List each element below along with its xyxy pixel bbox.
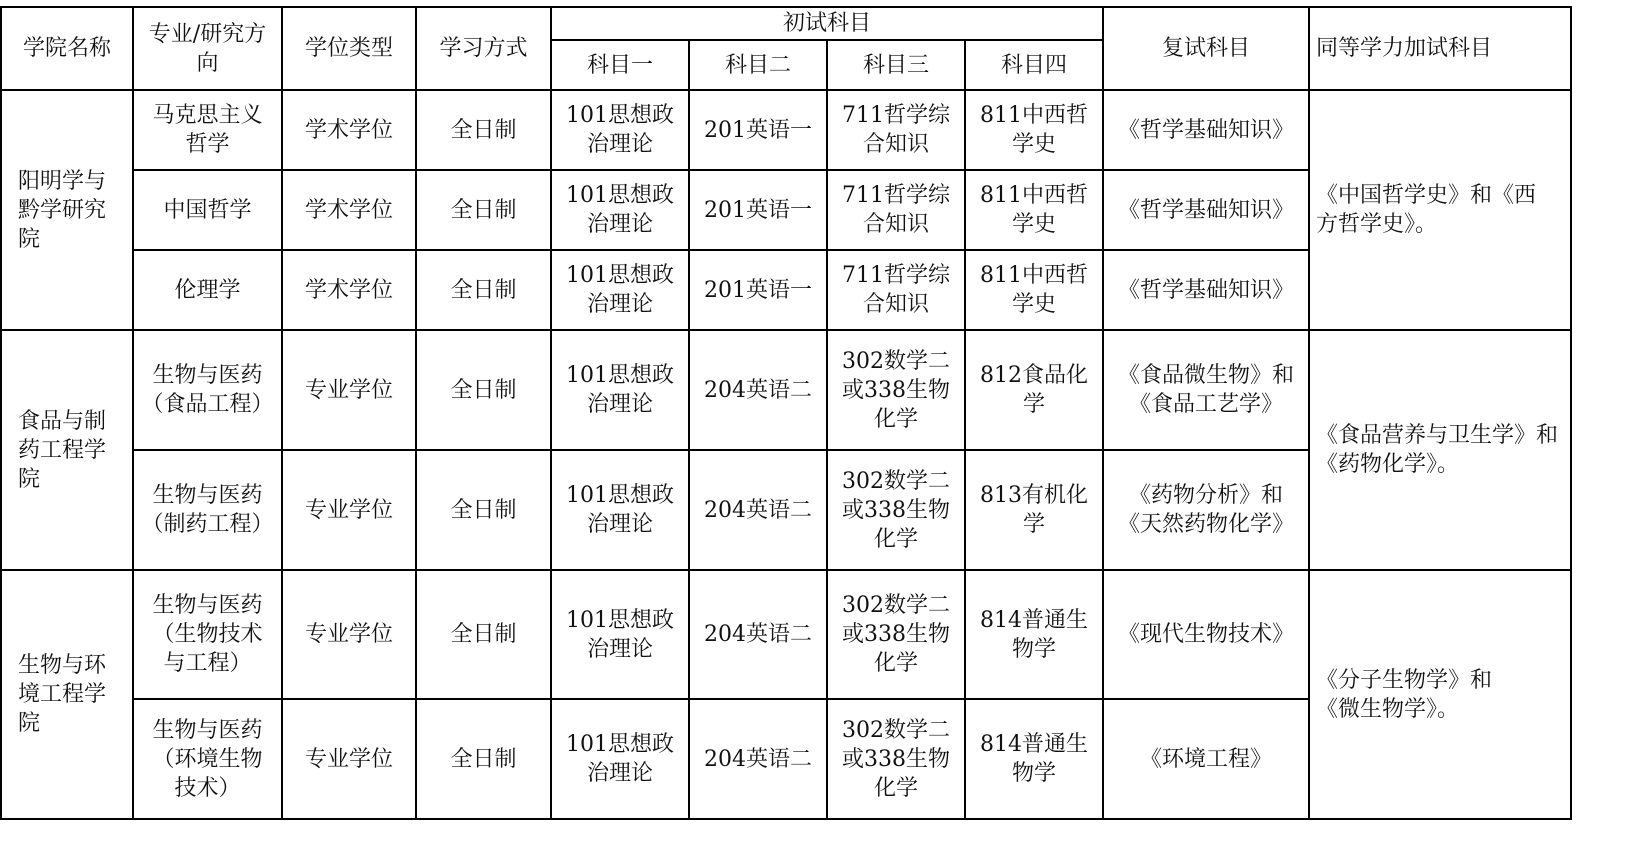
subject1-text: 101思想政治理论 bbox=[566, 263, 674, 317]
subject1-text: 101思想政治理论 bbox=[566, 103, 674, 157]
major-cell bbox=[133, 450, 282, 570]
subject1-cell bbox=[551, 330, 689, 450]
header-major-text: 专业/研究方向 bbox=[148, 21, 267, 76]
retest-cell bbox=[1103, 450, 1309, 570]
subject4-text: 812食品化学 bbox=[980, 363, 1088, 417]
extra-text: 《分子生物学》和《微生物学》。 bbox=[1316, 667, 1493, 722]
subject1-cell bbox=[551, 170, 689, 250]
retest-text: 《药物分析》和《天然药物化学》 bbox=[1117, 483, 1294, 537]
subject4-cell bbox=[965, 570, 1103, 699]
subject4-cell bbox=[965, 170, 1103, 250]
subject2-cell: 204英语二 bbox=[689, 450, 827, 570]
subject1-cell bbox=[551, 699, 689, 819]
mode-cell: 全日制 bbox=[416, 450, 551, 570]
mode-cell: 全日制 bbox=[416, 170, 551, 250]
mode-cell: 全日制 bbox=[416, 330, 551, 450]
subject4-cell bbox=[965, 330, 1103, 450]
subject1-cell bbox=[551, 450, 689, 570]
admission-subjects-table bbox=[0, 6, 1572, 820]
subject1-text: 101思想政治理论 bbox=[566, 363, 674, 417]
extra-cell bbox=[1309, 330, 1571, 570]
extra-cell bbox=[1309, 570, 1571, 819]
college-name: 生物与环境工程学院 bbox=[1, 570, 133, 819]
subject4-text: 811中西哲学史 bbox=[980, 263, 1088, 317]
subject4-cell bbox=[965, 90, 1103, 170]
subject4-text: 813有机化学 bbox=[980, 483, 1088, 537]
major-text: 马克思主义哲学 bbox=[152, 103, 263, 157]
subject1-cell bbox=[551, 570, 689, 699]
retest-cell bbox=[1103, 330, 1309, 450]
subject2-cell: 201英语一 bbox=[689, 170, 827, 250]
header-exam-subjects: 初试科目 bbox=[551, 7, 1103, 40]
subject3-cell bbox=[827, 330, 965, 450]
subject3-text: 711哲学综合知识 bbox=[842, 183, 950, 237]
subject3-text: 711哲学综合知识 bbox=[842, 263, 950, 317]
extra-text: 《食品营养与卫生学》和《药物化学》。 bbox=[1316, 423, 1559, 477]
retest-cell: 《哲学基础知识》 bbox=[1103, 90, 1309, 170]
subject4-text: 814普通生物学 bbox=[980, 732, 1088, 786]
mode-cell: 全日制 bbox=[416, 250, 551, 330]
header-subject1: 科目一 bbox=[551, 40, 689, 90]
college-name: 食品与制药工程学院 bbox=[1, 330, 133, 570]
subject3-cell bbox=[827, 250, 965, 330]
degree-cell: 专业学位 bbox=[282, 570, 416, 699]
header-degree-type: 学位类型 bbox=[282, 7, 416, 90]
subject1-text: 101思想政治理论 bbox=[566, 732, 674, 786]
subject3-cell bbox=[827, 450, 965, 570]
major-text: 中国哲学 bbox=[163, 197, 252, 223]
mode-cell: 全日制 bbox=[416, 570, 551, 699]
header-retest: 复试科目 bbox=[1103, 7, 1309, 90]
retest-cell: 《现代生物技术》 bbox=[1103, 570, 1309, 699]
header-major bbox=[133, 7, 282, 90]
major-text: 生物与医药（食品工程） bbox=[141, 363, 274, 417]
subject1-text: 101思想政治理论 bbox=[566, 483, 674, 537]
major-cell bbox=[133, 570, 282, 699]
extra-text: 《中国哲学史》和《西方哲学史》。 bbox=[1316, 183, 1537, 237]
retest-cell: 《哲学基础知识》 bbox=[1103, 250, 1309, 330]
subject3-text: 302数学二或338生物化学 bbox=[842, 348, 950, 432]
header-subject3: 科目三 bbox=[827, 40, 965, 90]
header-subject4: 科目四 bbox=[965, 40, 1103, 90]
subject4-text: 811中西哲学史 bbox=[980, 103, 1088, 157]
subject4-cell bbox=[965, 250, 1103, 330]
extra-cell bbox=[1309, 90, 1571, 330]
degree-cell: 专业学位 bbox=[282, 450, 416, 570]
header-row-top bbox=[1, 7, 1571, 40]
subject3-cell bbox=[827, 699, 965, 819]
subject2-cell: 204英语二 bbox=[689, 330, 827, 450]
header-study-mode: 学习方式 bbox=[416, 7, 551, 90]
mode-cell: 全日制 bbox=[416, 699, 551, 819]
subject1-cell bbox=[551, 250, 689, 330]
major-text: 生物与医药（生物技术与工程） bbox=[152, 593, 263, 676]
major-cell bbox=[133, 250, 282, 330]
table-row bbox=[1, 570, 1571, 699]
degree-cell: 专业学位 bbox=[282, 330, 416, 450]
retest-cell: 《哲学基础知识》 bbox=[1103, 170, 1309, 250]
header-subject2: 科目二 bbox=[689, 40, 827, 90]
header-extra: 同等学力加试科目 bbox=[1309, 7, 1571, 90]
major-cell bbox=[133, 699, 282, 819]
subject1-text: 101思想政治理论 bbox=[566, 607, 674, 662]
subject3-cell bbox=[827, 90, 965, 170]
major-cell bbox=[133, 170, 282, 250]
major-cell bbox=[133, 330, 282, 450]
subject2-cell: 201英语一 bbox=[689, 90, 827, 170]
major-text: 生物与医药（制药工程） bbox=[141, 483, 274, 537]
header-college: 学院名称 bbox=[1, 7, 133, 90]
subject4-cell bbox=[965, 450, 1103, 570]
mode-cell: 全日制 bbox=[416, 90, 551, 170]
retest-text: 《食品微生物》和《食品工艺学》 bbox=[1117, 363, 1294, 417]
subject3-cell bbox=[827, 170, 965, 250]
degree-cell: 学术学位 bbox=[282, 250, 416, 330]
major-text: 生物与医药（环境生物技术） bbox=[152, 717, 263, 801]
retest-cell: 《环境工程》 bbox=[1103, 699, 1309, 819]
subject3-text: 302数学二或338生物化学 bbox=[842, 468, 950, 552]
subject3-text: 302数学二或338生物化学 bbox=[842, 717, 950, 801]
subject1-text: 101思想政治理论 bbox=[566, 183, 674, 237]
table-row bbox=[1, 330, 1571, 450]
college-name: 阳明学与黔学研究院 bbox=[1, 90, 133, 330]
subject1-cell bbox=[551, 90, 689, 170]
subject4-cell bbox=[965, 699, 1103, 819]
table-wrapper bbox=[0, 6, 1572, 820]
subject2-cell: 204英语二 bbox=[689, 570, 827, 699]
degree-cell: 学术学位 bbox=[282, 170, 416, 250]
subject3-text: 711哲学综合知识 bbox=[842, 103, 950, 157]
subject3-text: 302数学二或338生物化学 bbox=[842, 593, 950, 676]
subject4-text: 811中西哲学史 bbox=[980, 183, 1088, 237]
subject4-text: 814普通生物学 bbox=[980, 607, 1088, 662]
major-text: 伦理学 bbox=[174, 277, 241, 303]
degree-cell: 专业学位 bbox=[282, 699, 416, 819]
degree-cell: 学术学位 bbox=[282, 90, 416, 170]
subject2-cell: 204英语二 bbox=[689, 699, 827, 819]
subject3-cell bbox=[827, 570, 965, 699]
subject2-cell: 201英语一 bbox=[689, 250, 827, 330]
table-row bbox=[1, 90, 1571, 170]
major-cell bbox=[133, 90, 282, 170]
